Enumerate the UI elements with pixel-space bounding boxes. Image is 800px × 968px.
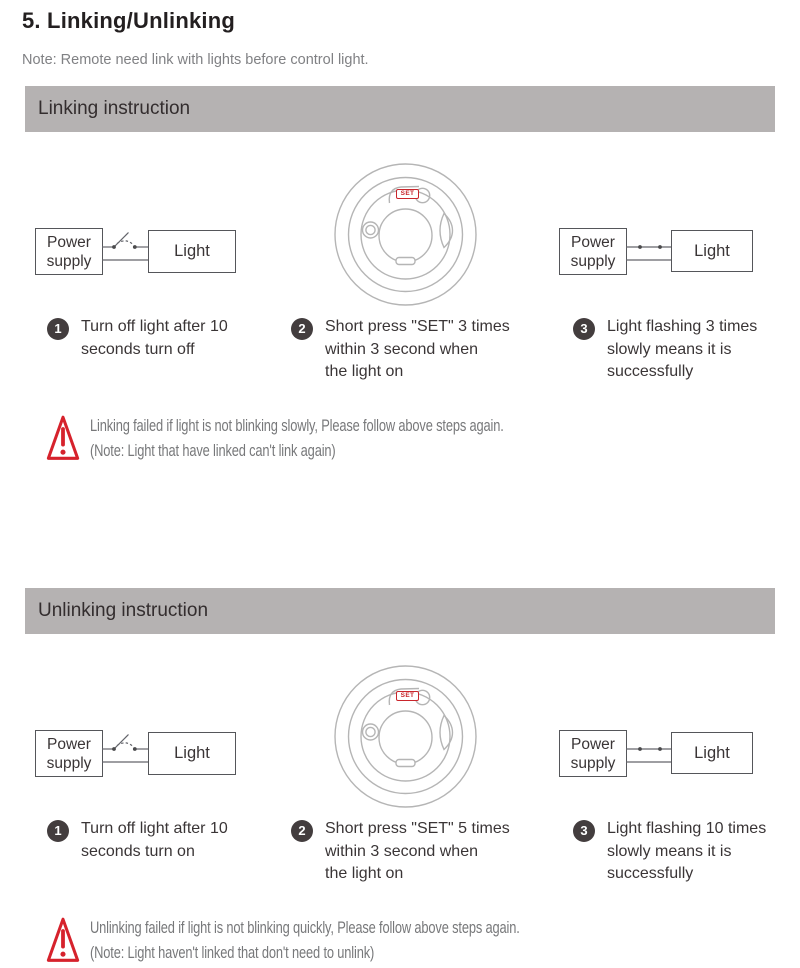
step-number-badge: 2	[291, 318, 313, 340]
power-light-diagram-closed-switch	[559, 228, 760, 276]
unlinking-banner-label: Unlinking instruction	[38, 600, 209, 621]
linking-banner-label: Linking instruction	[38, 98, 191, 119]
linking-section-banner	[25, 86, 775, 132]
unlinking-section-banner	[25, 588, 775, 634]
light-label: Light	[174, 242, 210, 260]
step-item	[47, 818, 293, 863]
step-item	[573, 316, 800, 384]
power-supply-label: Power supply	[46, 233, 92, 270]
step-item	[291, 316, 537, 384]
step-item	[291, 818, 537, 886]
power-supply-box	[35, 730, 103, 777]
step-text: Turn off light after 10 seconds turn off	[81, 318, 228, 358]
linking-warning-note	[46, 412, 786, 470]
linking-section	[0, 86, 800, 478]
closed-switch-icon	[626, 228, 672, 275]
step-item	[573, 818, 800, 886]
power-supply-label: Power supply	[570, 233, 616, 270]
set-button-label: SET	[396, 691, 419, 701]
open-switch-icon	[102, 730, 148, 777]
light-box	[148, 230, 236, 273]
step-number-badge: 1	[47, 318, 69, 340]
step-number-badge: 2	[291, 820, 313, 842]
light-box	[671, 230, 753, 272]
receiver-device-icon	[333, 162, 478, 307]
step-text: Light flashing 10 times slowly means it is successfully	[607, 820, 767, 882]
step-text: Turn off light after 10 seconds turn on	[81, 820, 228, 860]
power-supply-box	[35, 228, 103, 275]
step-text: Short press "SET" 5 times within 3 second when the light on	[325, 820, 510, 882]
warning-line-2: (Note: Light that have linked can't link again)	[90, 442, 336, 460]
light-label: Light	[694, 743, 730, 762]
receiver-device-illustration	[333, 664, 478, 809]
receiver-device-icon	[333, 664, 478, 809]
receiver-device-illustration	[333, 162, 478, 307]
power-light-diagram-closed-switch	[559, 730, 760, 778]
page-title: 5. Linking/Unlinking	[22, 8, 235, 33]
warning-triangle-icon	[46, 412, 80, 464]
light-box	[148, 732, 236, 775]
step-number-badge: 3	[573, 820, 595, 842]
step-item	[47, 316, 293, 361]
set-button-label: SET	[396, 189, 419, 199]
power-light-diagram-open-switch	[35, 730, 236, 778]
warning-text	[90, 916, 780, 966]
step-number-badge: 1	[47, 820, 69, 842]
power-light-diagram-open-switch	[35, 228, 236, 276]
warning-text	[90, 414, 780, 464]
light-label: Light	[694, 241, 730, 260]
power-supply-box	[559, 228, 627, 275]
warning-triangle-icon	[46, 914, 80, 966]
power-supply-label: Power supply	[46, 735, 92, 772]
warning-line-1: Linking failed if light is not blinking slowly, Please follow above steps again.	[90, 417, 504, 435]
unlinking-warning-note	[46, 914, 786, 968]
power-supply-box	[559, 730, 627, 777]
power-supply-label: Power supply	[570, 735, 616, 772]
warning-line-2: (Note: Light haven't linked that don't need to unlink)	[90, 944, 375, 962]
step-text: Short press "SET" 3 times within 3 second when the light on	[325, 318, 510, 380]
warning-line-1: Unlinking failed if light is not blinking quickly, Please follow above steps again.	[90, 919, 520, 937]
closed-switch-icon	[626, 730, 672, 777]
unlinking-section	[0, 588, 800, 968]
step-number-badge: 3	[573, 318, 595, 340]
unlinking-steps	[0, 818, 800, 898]
step-text: Light flashing 3 times slowly means it is successfully	[607, 318, 758, 380]
light-box	[671, 732, 753, 774]
open-switch-icon	[102, 228, 148, 275]
page-note: Note: Remote need link with lights before control light.	[22, 52, 369, 68]
linking-steps	[0, 316, 800, 396]
light-label: Light	[174, 744, 210, 762]
